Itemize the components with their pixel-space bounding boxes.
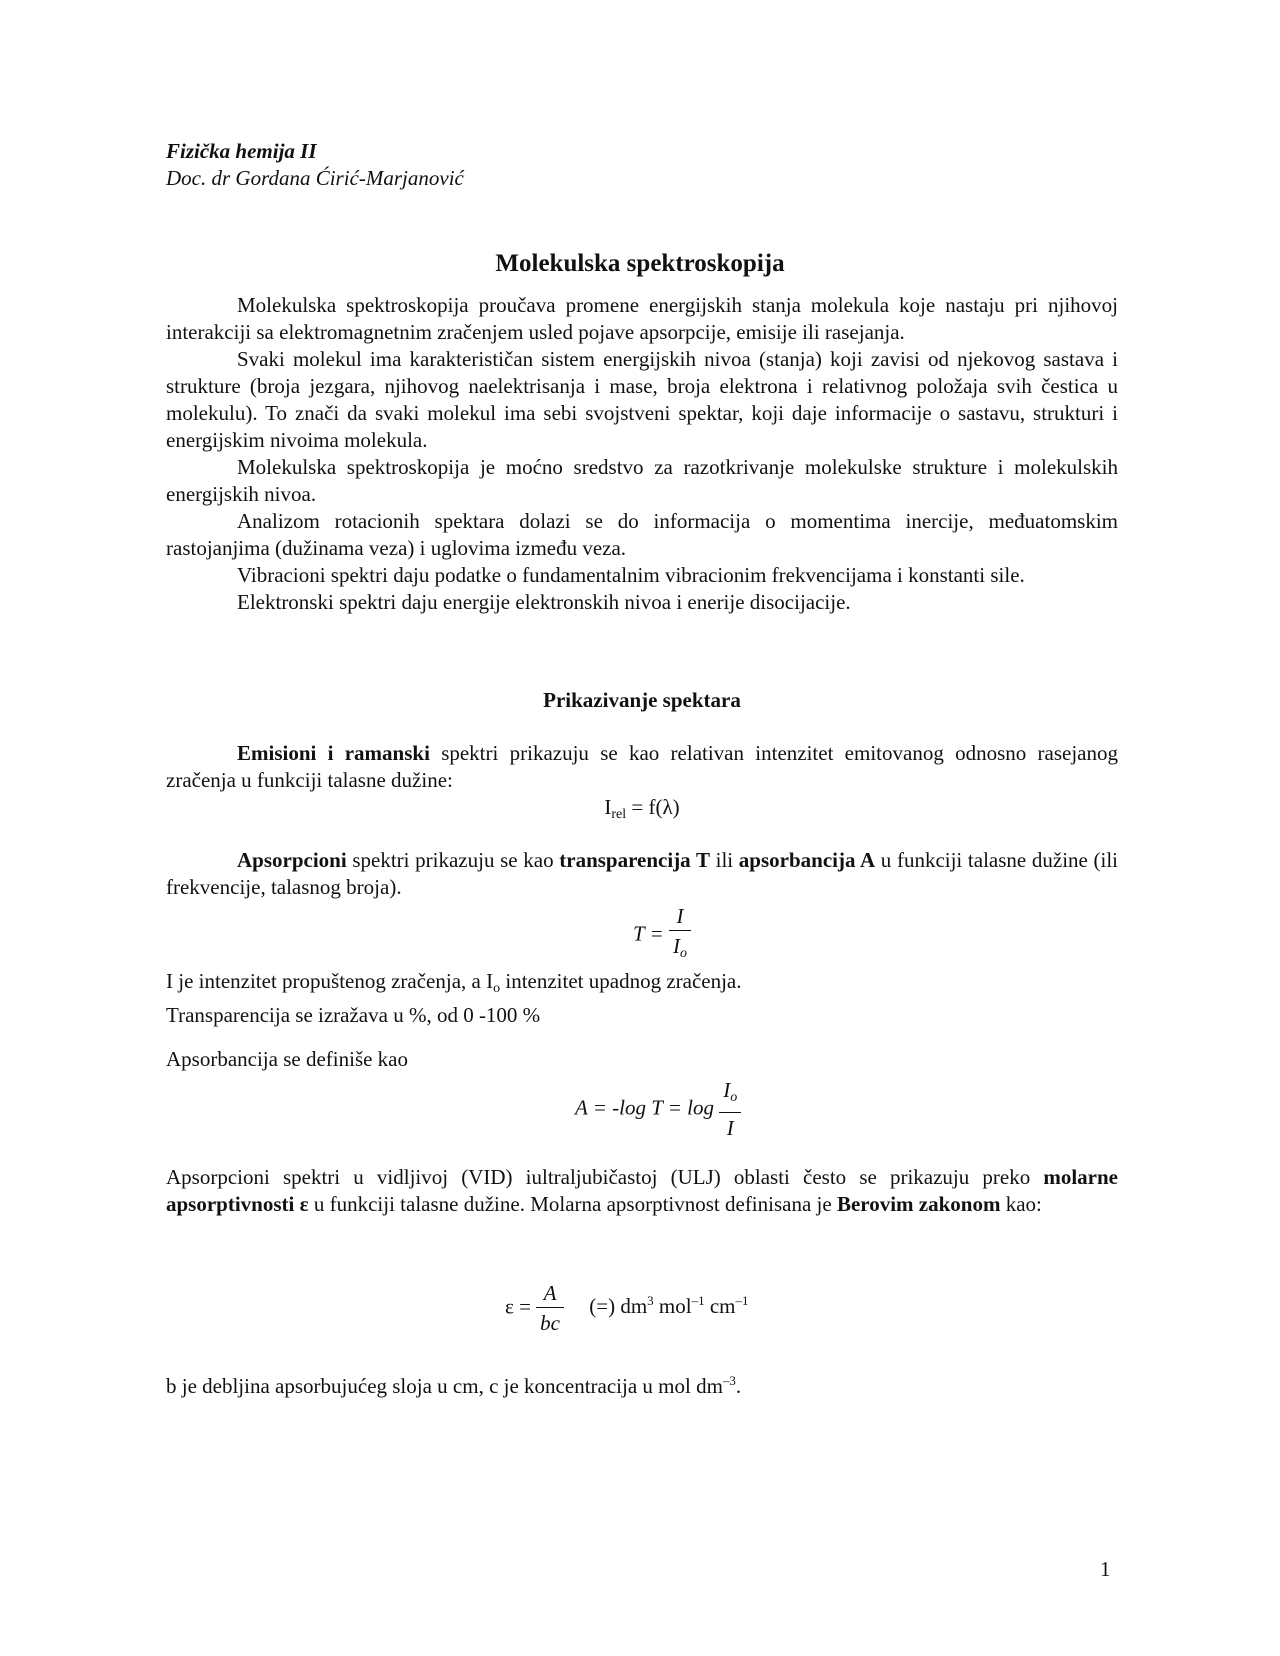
- document-header: [166, 138, 464, 192]
- absorbance-fraction: $\frac{I_o}{I}$: [719, 1076, 741, 1143]
- beer-law-equation: ε = $\frac{A}{bc}$ (=) $dm^3$ mol$^{-1}$ $cm^{-1}$: [505, 1279, 749, 1338]
- intro-paragraph-2: Svaki molekul ima karakterističan sistem energijskih nivoa (stanja) koji zavisi od njekovog sastava i strukture (broja jezgara, njihovog naelektrisanja i mase, broja elektrona i relativnog položaja svih čestica u molekulu). To znači da svaki molekul ima sebi svojstveni spektar, koji daje informacije o sastavu, strukturi i energijskim nivoima molekula.: [166, 347, 1118, 452]
- transparency-range: Transparencija se izražava u %, od 0 -100 %: [166, 1003, 541, 1027]
- emission-bold-term: Emisioni i ramanski: [237, 741, 430, 765]
- transparency-fraction: $\frac{I}{I_o}$: [669, 902, 691, 969]
- page-title: Molekulska spektroskopija: [495, 250, 785, 277]
- molar-units: (=) $dm^3$ mol$^{-1}$ $cm^{-1}$: [589, 1293, 749, 1319]
- transparency-equation: T = $\frac{I}{I_o}$: [633, 902, 691, 969]
- emission-equation: $I_{rel} = f(\lambda)$: [604, 795, 680, 822]
- intro-paragraph-1: Molekulska spektroskopija proučava promene energijskih stanja molekula koje nastaju pri njihovoj interakciji sa elektromagnetnim zračenjem usled pojave apsorpcije, emisije ili rasejanja.: [166, 293, 1118, 344]
- emission-section: [166, 740, 1118, 828]
- absorbance-equation: A = -log T = log $\frac{I_o}{I}$: [575, 1076, 741, 1143]
- page-number: 1: [1100, 1557, 1111, 1581]
- author-line: Doc. dr Gordana Ćirić-Marjanović: [166, 166, 464, 190]
- intro-paragraph-5: Vibracioni spektri daju podatke o fundamentalnim vibracionim frekvencijama i konstanti sile.: [237, 563, 1025, 587]
- intro-paragraph-6: Elektronski spektri daju energije elektronskih nivoa i enerije disocijacije.: [237, 590, 851, 614]
- intensity-definition: I je intenzitet propuštenog zračenja, a $I_o$ intenzitet upadnog zračenja.: [166, 969, 742, 996]
- section-heading: Prikazivanje spektara: [543, 688, 741, 712]
- beer-law-note: b je debljina apsorbujućeg sloja u cm, c je koncentracija u mol $dm^{-3}$.: [166, 1373, 742, 1398]
- molar-paragraph: Apsorpcioni spektri u vidljivoj (VID) iultraljubičastoj (ULJ) oblasti često se prikazuju preko molarne apsorptivnosti ε u funkciji talasne dužine. Molarna apsorptivnost definisana je Berovim zakonom kao:: [166, 1165, 1118, 1216]
- transparency-notes: [166, 968, 1118, 1029]
- intro-section: [166, 292, 1118, 616]
- emission-paragraph: [166, 740, 1118, 794]
- intro-paragraph-3: Molekulska spektroskopija je moćno sredstvo za razotkrivanje molekulske strukture i molekulskih energijskih nivoa.: [166, 455, 1118, 506]
- beer-law-fraction: $\frac{A}{bc}$: [536, 1279, 564, 1338]
- absorbance-intro: Apsorbancija se definiše kao: [166, 1047, 409, 1071]
- absorption-paragraph: Apsorpcioni spektri prikazuju se kao transparencija T ili apsorbancija A u funkciji talasne dužine (ili frekvencije, talasnog broja).: [166, 848, 1119, 899]
- emission-text: spektri prikazuju se kao relativan intenzitet emitovanog odnosno rasejanog zračenja u funkciji talasne dužine:: [166, 741, 1118, 792]
- intro-paragraph-4: Analizom rotacionih spektara dolazi se do informacija o momentima inercije, međuatomskim rastojanjima (dužinama veza) i uglovima između veza.: [166, 509, 1118, 560]
- course-title: Fizička hemija II: [166, 139, 317, 163]
